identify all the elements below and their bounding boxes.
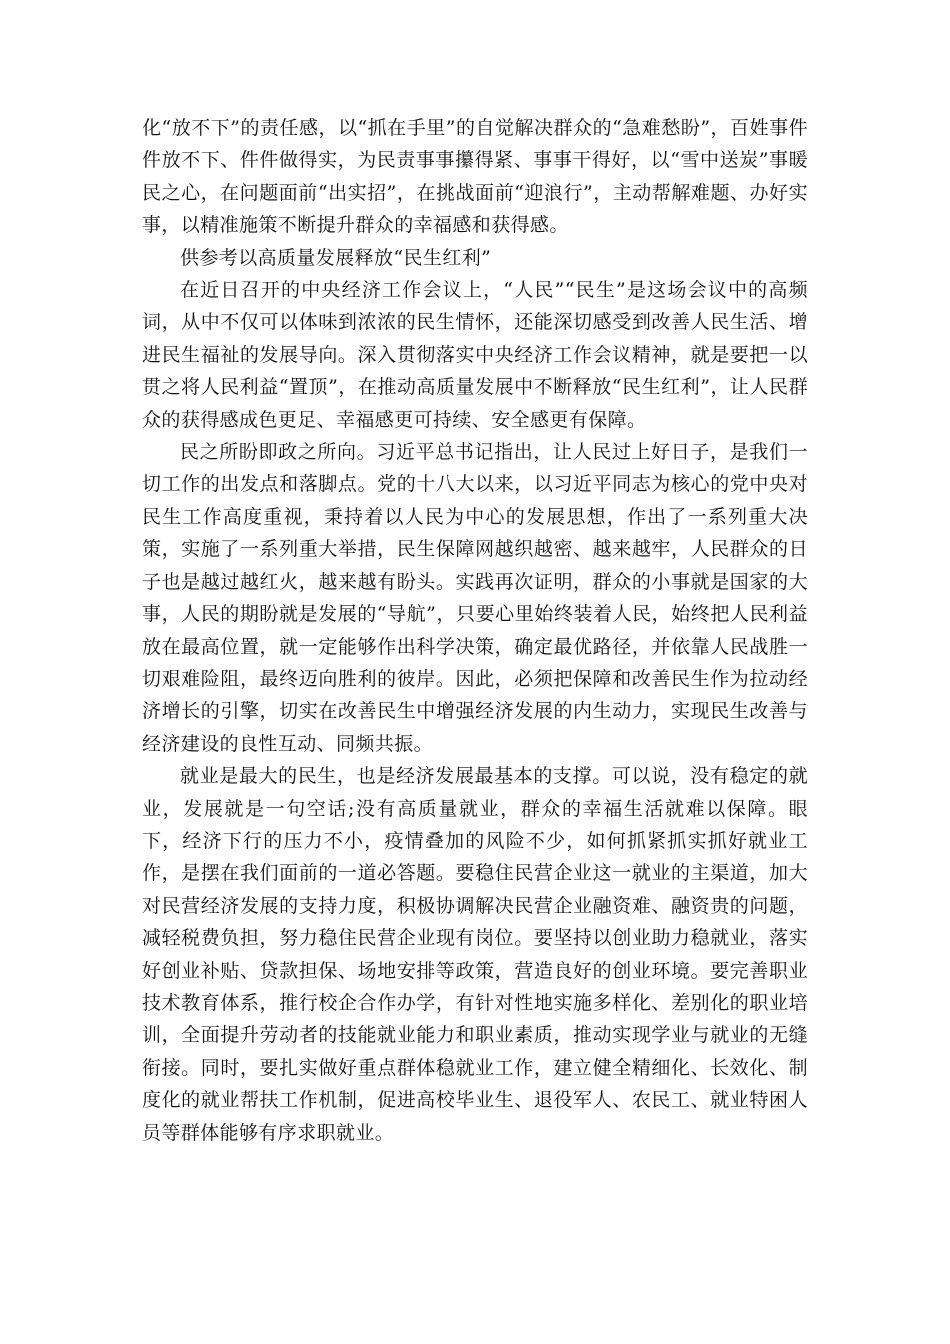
paragraph-continuation: 化“放不下”的责任感，以“抓在手里”的自觉解决群众的“急难愁盼”，百姓事件件放不下、件件做得实，为民责事事攥得紧、事事干得好，以“雪中送炭”事暖民之心，在问题面前“出实招”，在挑战面前“迎浪行”，主动帮解难题、办好实事，以精准施策不断提升群众的幸福感和获得感。: [142, 117, 808, 237]
section-heading: 供参考以高质量发展释放“民生红利”: [180, 246, 492, 269]
document-page: [142, 112, 808, 1149]
paragraph-people: 民之所盼即政之所向。习近平总书记指出，让人民过上好日子，是我们一切工作的出发点和落脚点。党的十八大以来，以习近平同志为核心的党中央对民生工作高度重视，秉持着以人民为中心的发展思想，作出了一系列重大决策，实施了一系列重大举措，民生保障网越织越密、越来越牢，人民群众的日子也是越过越红火，越来越有盼头。实践再次证明，群众的小事就是国家的大事，人民的期盼就是发展的“导航”，只要心里始终装着人民，始终把人民利益放在最高位置，就一定能够作出科学决策，确定最优路径，并依靠人民战胜一切艰难险阻，最终迈向胜利的彼岸。因此，必须把保障和改善民生作为拉动经济增长的引擎，切实在改善民生中增强经济发展的内生动力，实现民生改善与经济建设的良性互动、同频共振。: [142, 441, 808, 755]
paragraph-employment: 就业是最大的民生，也是经济发展最基本的支撑。可以说，没有稳定的就业，发展就是一句空话;没有高质量就业，群众的幸福生活就难以保障。眼下，经济下行的压力不小，疫情叠加的风险不少，如何抓紧抓实抓好就业工作，是摆在我们面前的一道必答题。要稳住民营企业这一就业的主渠道，加大对民营经济发展的支持力度，积极协调解决民营企业融资难、融资贵的问题，减轻税费负担，努力稳住民营企业现有岗位。要坚持以创业助力稳就业，落实好创业补贴、贷款担保、场地安排等政策，营造良好的创业环境。要完善职业技术教育体系，推行校企合作办学，有针对性地实施多样化、差别化的职业培训，全面提升劳动者的技能就业能力和职业素质，推动实现学业与就业的无缝衔接。同时，要扎实做好重点群体稳就业工作，建立健全精细化、长效化、制度化的就业帮扶工作机制，促进高校毕业生、退役军人、农民工、就业特困人员等群体能够有序求职就业。: [142, 765, 808, 1144]
paragraph-intro: 在近日召开的中央经济工作会议上，“人民”“民生”是这场会议中的高频词，从中不仅可以体味到浓浓的民生情怀，还能深切感受到改善人民生活、增进民生福祉的发展导向。深入贯彻落实中央经济工作会议精神，就是要把一以贯之将人民利益“置顶”，在推动高质量发展中不断释放“民生红利”，让人民群众的获得感成色更足、幸福感更可持续、安全感更有保障。: [142, 279, 808, 431]
